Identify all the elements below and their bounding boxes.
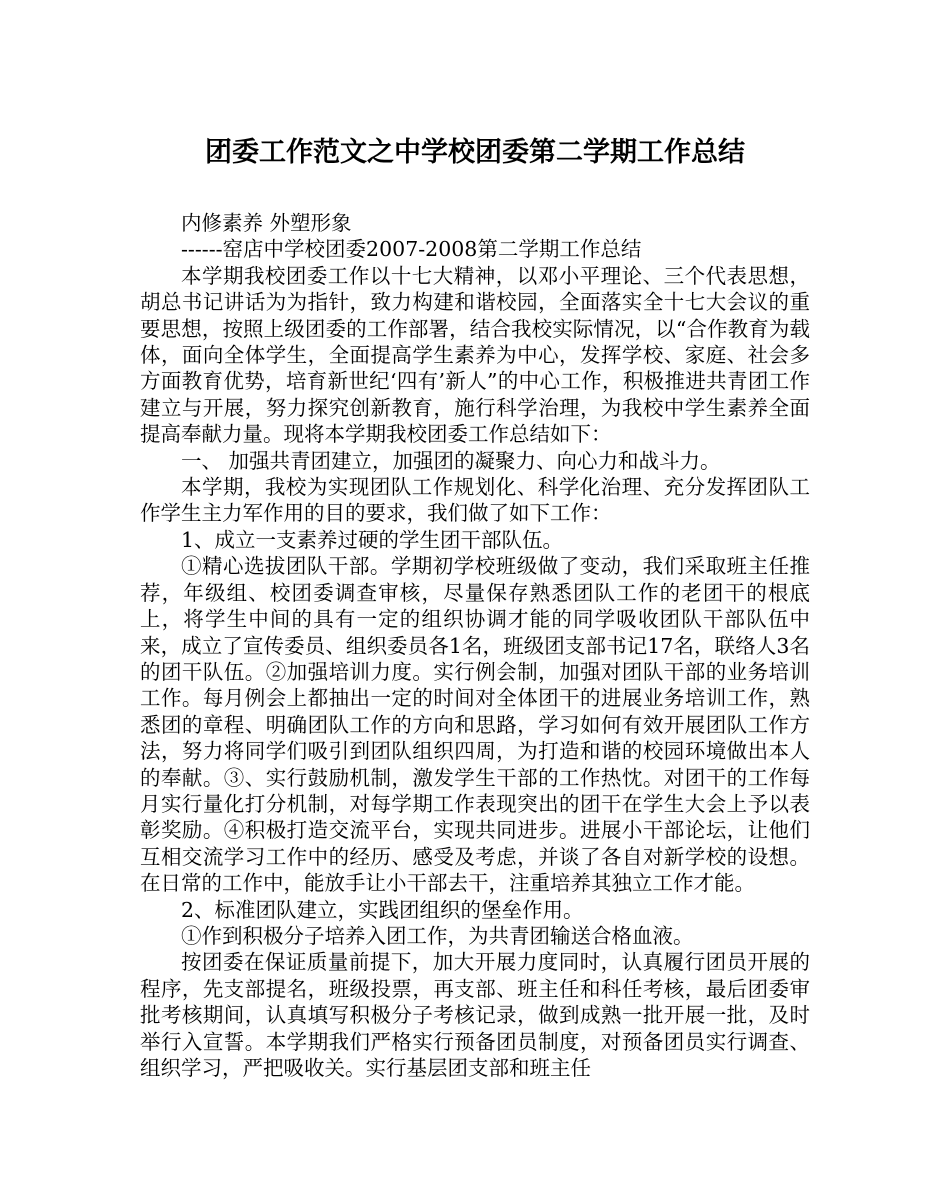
body-paragraph: ------窑店中学校团委2007-2008第二学期工作总结 bbox=[181, 237, 642, 262]
body-paragraph: 2、标准团队建立，实践团组织的堡垒作用。 bbox=[181, 897, 584, 922]
document-title: 团委工作范文之中学校团委第二学期工作总结 bbox=[205, 137, 745, 168]
body-paragraph: 1、成立一支素养过硬的学生团干部队伍。 bbox=[181, 527, 564, 552]
body-paragraph: 内修素养 外塑形象 bbox=[181, 211, 352, 235]
body-paragraph: 本学期我校团委工作以十七大精神，以邓小平理论、三个代表思想，胡总书记讲话为为指针，致力构建和谐校园，全面落实全十七大会议的重要思想，按照上级团委的工作部署，结合我校实际情况，以“合作教育为载体，面向全体学生，全面提高学生素养为中心，发挥学校、家庭、社会多方面教育优势，培育新世纪‘四有’新人”的中心工作，积极推进共青团工作建立与开展，努力探究创新教育，施行科学治理，为我校中学生素养全面提高奉献力量。现将本学期我校团委工作总结如下： bbox=[140, 263, 810, 447]
body-paragraph: 本学期，我校为实现团队工作规划化、科学化治理、充分发挥团队工作学生主力军作用的目的要求，我们做了如下工作： bbox=[140, 475, 810, 526]
body-paragraph: ①精心选拔团队干部。学期初学校班级做了变动，我们采取班主任推荐，年级组、校团委调查审核，尽量保存熟悉团队工作的老团干的根底上，将学生中间的具有一定的组织协调才能的同学吸收团队干部队伍中来，成立了宣传委员、组织委员各1名，班级团支部书记17名，联络人3名的团干队伍。②加强培训力度。实行例会制，加强对团队干部的业务培训工作。每月例会上都抽出一定的时间对全体团干的进展业务培训工作，熟悉团的章程、明确团队工作的方向和思路，学习如何有效开展团队工作方法，努力将同学们吸引到团队组织四周，为打造和谐的校园环境做出本人的奉献。③、实行鼓励机制，激发学生干部的工作热忱。对团干的工作每月实行量化打分机制，对每学期工作表现突出的团干在学生大会上予以表彰奖励。④积极打造交流平台，实现共同进步。进展小干部论坛，让他们互相交流学习工作中的经历、感受及考虑，并谈了各自对新学校的设想。在日常的工作中，能放手让小干部去干，注重培养其独立工作才能。 bbox=[140, 554, 810, 896]
body-paragraph: ①作到积极分子培养入团工作，为共青团输送合格血液。 bbox=[181, 923, 694, 948]
document-body bbox=[140, 210, 810, 1081]
body-paragraph: 按团委在保证质量前提下，加大开展力度同时，认真履行团员开展的程序，先支部提名，班级投票，再支部、班主任和科任考核，最后团委审批考核期间，认真填写积极分子考核记录，做到成熟一批开展一批，及时举行入宣誓。本学期我们严格实行预备团员制度，对预备团员实行调查、组织学习，严把吸收关。实行基层团支部和班主任 bbox=[140, 950, 810, 1080]
body-paragraph: 一、 加强共青团建立，加强团的凝聚力、向心力和战斗力。 bbox=[181, 448, 721, 473]
